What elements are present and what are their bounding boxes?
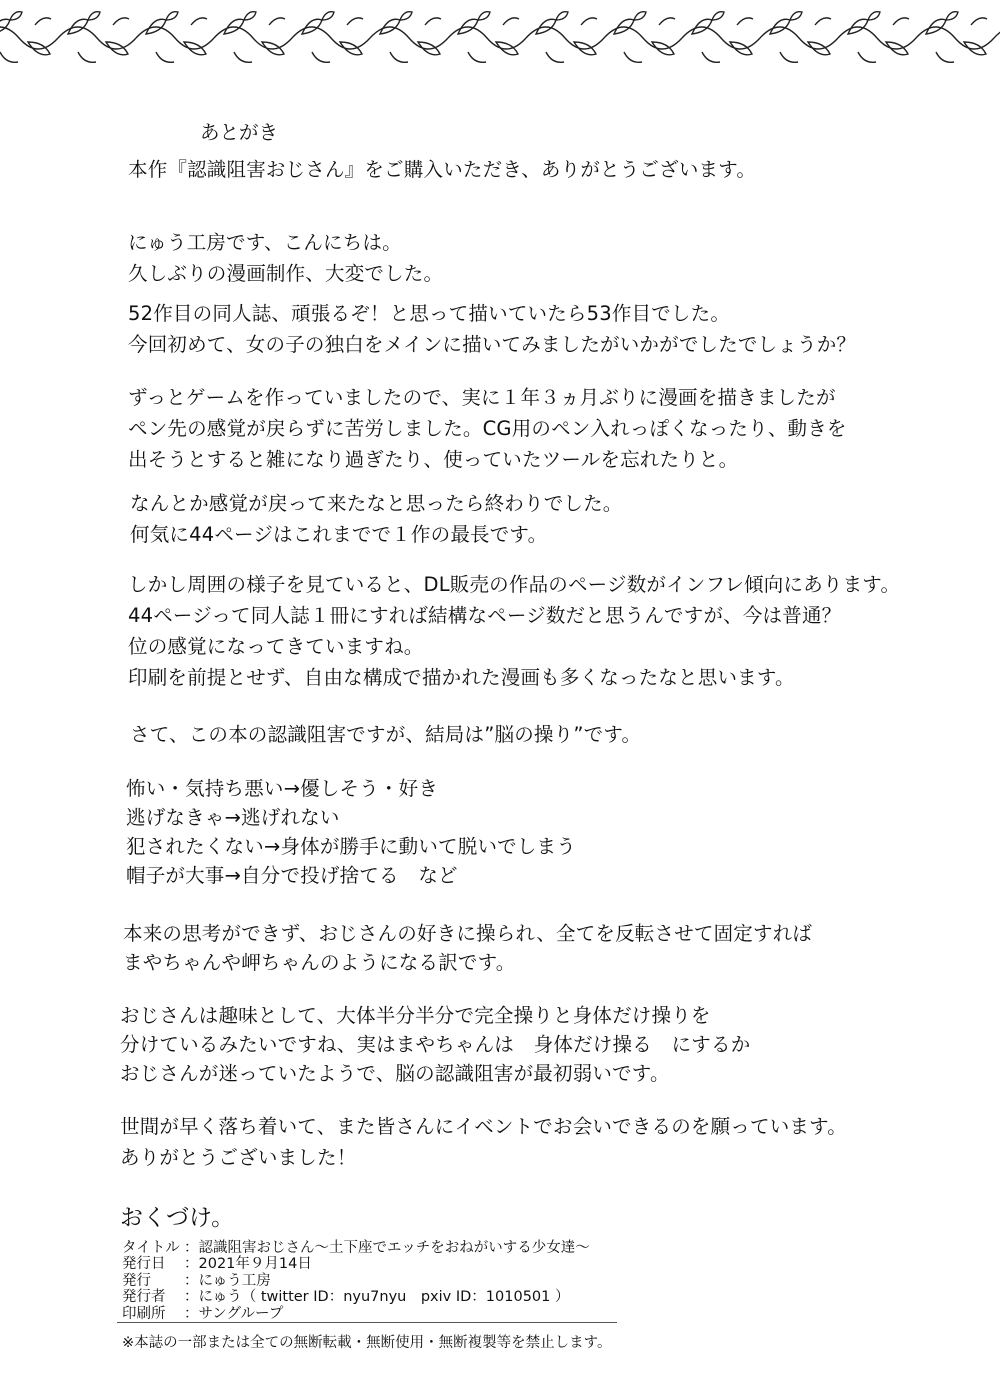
afterword-line: 帽子が大事→自分で投げ捨てる など [126, 864, 458, 887]
afterword-title: あとがき [200, 121, 279, 144]
colophon-row [122, 1273, 590, 1289]
afterword-line: おじさんが迷っていたようで、脳の認識阻害が最初弱いです。 [120, 1062, 670, 1085]
colophon-value: ：サングループ [184, 1305, 284, 1322]
colophon-row [122, 1240, 590, 1256]
afterword-line: しかし周囲の様子を見ていると、DL販売の作品のページ数がインフレ傾向にあります。 [128, 573, 901, 596]
colophon-divider [117, 1322, 617, 1323]
afterword-line: ずっとゲームを作っていましたので、実に１年３ヵ月ぶりに漫画を描きましたが [128, 386, 836, 409]
afterword-line: なんとか感覚が戻って来たなと思ったら終わりでした。 [130, 492, 623, 515]
colophon-value: ：にゅう（ twitter ID：nyu7nyu pxiv ID：1010501 ） [184, 1289, 570, 1306]
colophon-row [122, 1306, 590, 1322]
afterword-line: 逃げなきゃ→逃げれない [126, 806, 340, 829]
afterword-line: 犯されたくない→身体が勝手に動いて脱いでしまう [126, 835, 576, 858]
colophon-table [122, 1240, 590, 1322]
colophon-label: 発行 [122, 1272, 151, 1289]
afterword-line: 印刷を前提とせず、自由な構成で描かれた漫画も多くなったなと思います。 [128, 666, 795, 689]
leaf-border-decoration [0, 0, 1000, 80]
afterword-line: さて、この本の認識阻害ですが、結局は”脳の操り”です。 [130, 723, 642, 746]
copyright-notice: ※本誌の一部または全ての無断転載・無断使用・無断複製等を禁止します。 [122, 1335, 612, 1351]
afterword-line: 分けているみたいですね、実はまやちゃんは 身体だけ操る にするか [120, 1033, 751, 1056]
afterword-line: 44ページって同人誌１冊にすれば結構なページ数だと思うんですが、今は普通？ [128, 604, 842, 627]
afterword-line: 何気に44ページはこれまでで１作の最長です。 [130, 523, 548, 546]
afterword-line: にゅう工房です、こんにちは。 [128, 231, 402, 254]
afterword-line: おじさんは趣味として、大体半分半分で完全操りと身体だけ操りを [120, 1004, 711, 1027]
colophon-row [122, 1256, 590, 1272]
colophon-row [122, 1289, 590, 1305]
afterword-line: 本来の思考ができず、おじさんの好きに操られ、全てを反転させて固定すれば [123, 922, 813, 945]
colophon-value: ：にゅう工房 [184, 1272, 271, 1289]
afterword-line: まやちゃんや岬ちゃんのようになる訳です。 [123, 951, 516, 974]
afterword-line: 今回初めて、女の子の独白をメインに描いてみましたがいかがでしたでしょうか？ [128, 333, 857, 356]
colophon-label: タイトル [122, 1240, 180, 1256]
afterword-line: 怖い・気持ち悪い→優しそう・好き [126, 777, 439, 800]
afterword-line: ペン先の感覚が戻らずに苦労しました。CG用のペン入れっぽくなったり、動きを [128, 417, 847, 440]
afterword-line: 久しぶりの漫画制作、大変でした。 [128, 262, 444, 285]
colophon-label: 発行者 [122, 1289, 166, 1306]
colophon-value: ：認識阻害おじさん～土下座でエッチをおねがいする少女達～ [184, 1240, 590, 1256]
colophon-value: ：2021年９月14日 [184, 1256, 312, 1273]
colophon-label: 印刷所 [122, 1305, 166, 1322]
afterword-line: ありがとうございました！ [120, 1146, 357, 1169]
colophon-heading: おくづけ。 [120, 1205, 235, 1231]
afterword-line: 出そうとすると雑になり過ぎたり、使っていたツールを忘れたりと。 [128, 448, 739, 471]
afterword-line: 52作目の同人誌、頑張るぞ！と思って描いていたら53作目でした。 [128, 302, 731, 325]
colophon-label: 発行日 [122, 1256, 166, 1273]
afterword-line: 位の感覚になってきていますね。 [128, 635, 424, 658]
afterword-line: 本作『認識阻害おじさん』をご購入いただき、ありがとうございます。 [128, 158, 757, 181]
afterword-line: 世間が早く落ち着いて、また皆さんにイベントでお会いできるのを願っています。 [120, 1115, 847, 1138]
